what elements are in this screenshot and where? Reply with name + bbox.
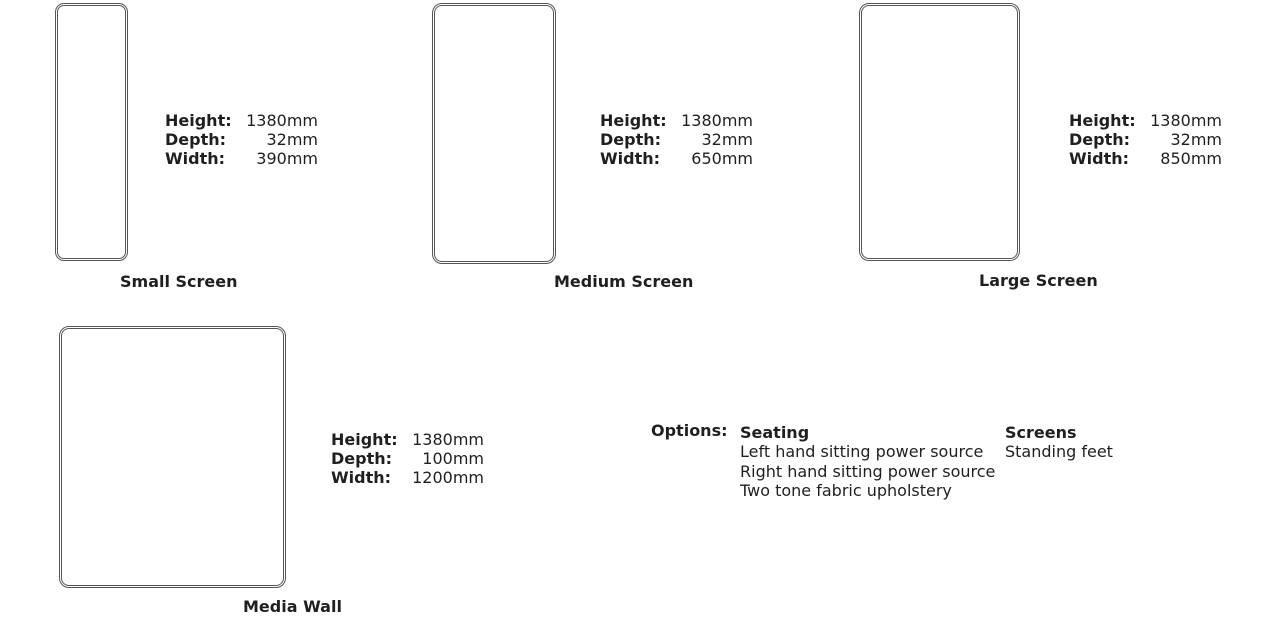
small-screen-specs [165,111,318,168]
width-value: 1200mm [412,468,484,487]
width-row [165,149,318,168]
depth-value: 32mm [266,130,318,149]
large-screen-outline [859,3,1020,261]
height-row [1069,111,1222,130]
width-label: Width: [165,149,226,168]
height-label: Height: [1069,111,1136,130]
depth-value: 32mm [1170,130,1222,149]
depth-row [165,130,318,149]
depth-row [331,449,484,468]
height-row [165,111,318,130]
height-value: 1380mm [681,111,753,130]
seating-option-item: Left hand sitting power source [740,442,984,462]
height-value: 1380mm [412,430,484,449]
screens-option-item: Standing feet [1005,442,1113,462]
depth-label: Depth: [600,130,662,149]
large-screen-specs [1069,111,1222,168]
seating-heading: Seating [740,423,810,442]
width-row [600,149,753,168]
medium-screen-specs [600,111,753,168]
height-row [331,430,484,449]
medium-screen-outline [432,3,556,264]
options-label: Options: [651,421,728,440]
large-screen-caption: Large Screen [979,271,1098,290]
depth-label: Depth: [331,449,393,468]
seating-options [740,423,995,500]
depth-label: Depth: [1069,130,1131,149]
medium-screen-caption: Medium Screen [554,272,694,291]
depth-value: 32mm [701,130,753,149]
seating-option-item: Two tone fabric upholstery [740,480,952,500]
width-value: 650mm [691,149,753,168]
width-row [1069,149,1222,168]
width-label: Width: [1069,149,1130,168]
height-row [600,111,753,130]
seating-option-item: Right hand sitting power source [740,461,996,481]
media-wall-caption: Media Wall [243,597,342,616]
height-label: Height: [331,430,398,449]
screens-heading: Screens [1005,423,1077,442]
depth-row [600,130,753,149]
height-label: Height: [165,111,232,130]
height-value: 1380mm [1150,111,1222,130]
height-value: 1380mm [246,111,318,130]
depth-value: 100mm [422,449,484,468]
media-wall-outline [59,326,286,588]
screens-options [1005,423,1113,462]
height-label: Height: [600,111,667,130]
width-label: Width: [331,468,392,487]
width-label: Width: [600,149,661,168]
media-wall-specs [331,430,484,487]
small-screen-outline [55,3,128,261]
depth-label: Depth: [165,130,227,149]
width-value: 850mm [1160,149,1222,168]
depth-row [1069,130,1222,149]
width-value: 390mm [256,149,318,168]
small-screen-caption: Small Screen [120,272,238,291]
width-row [331,468,484,487]
